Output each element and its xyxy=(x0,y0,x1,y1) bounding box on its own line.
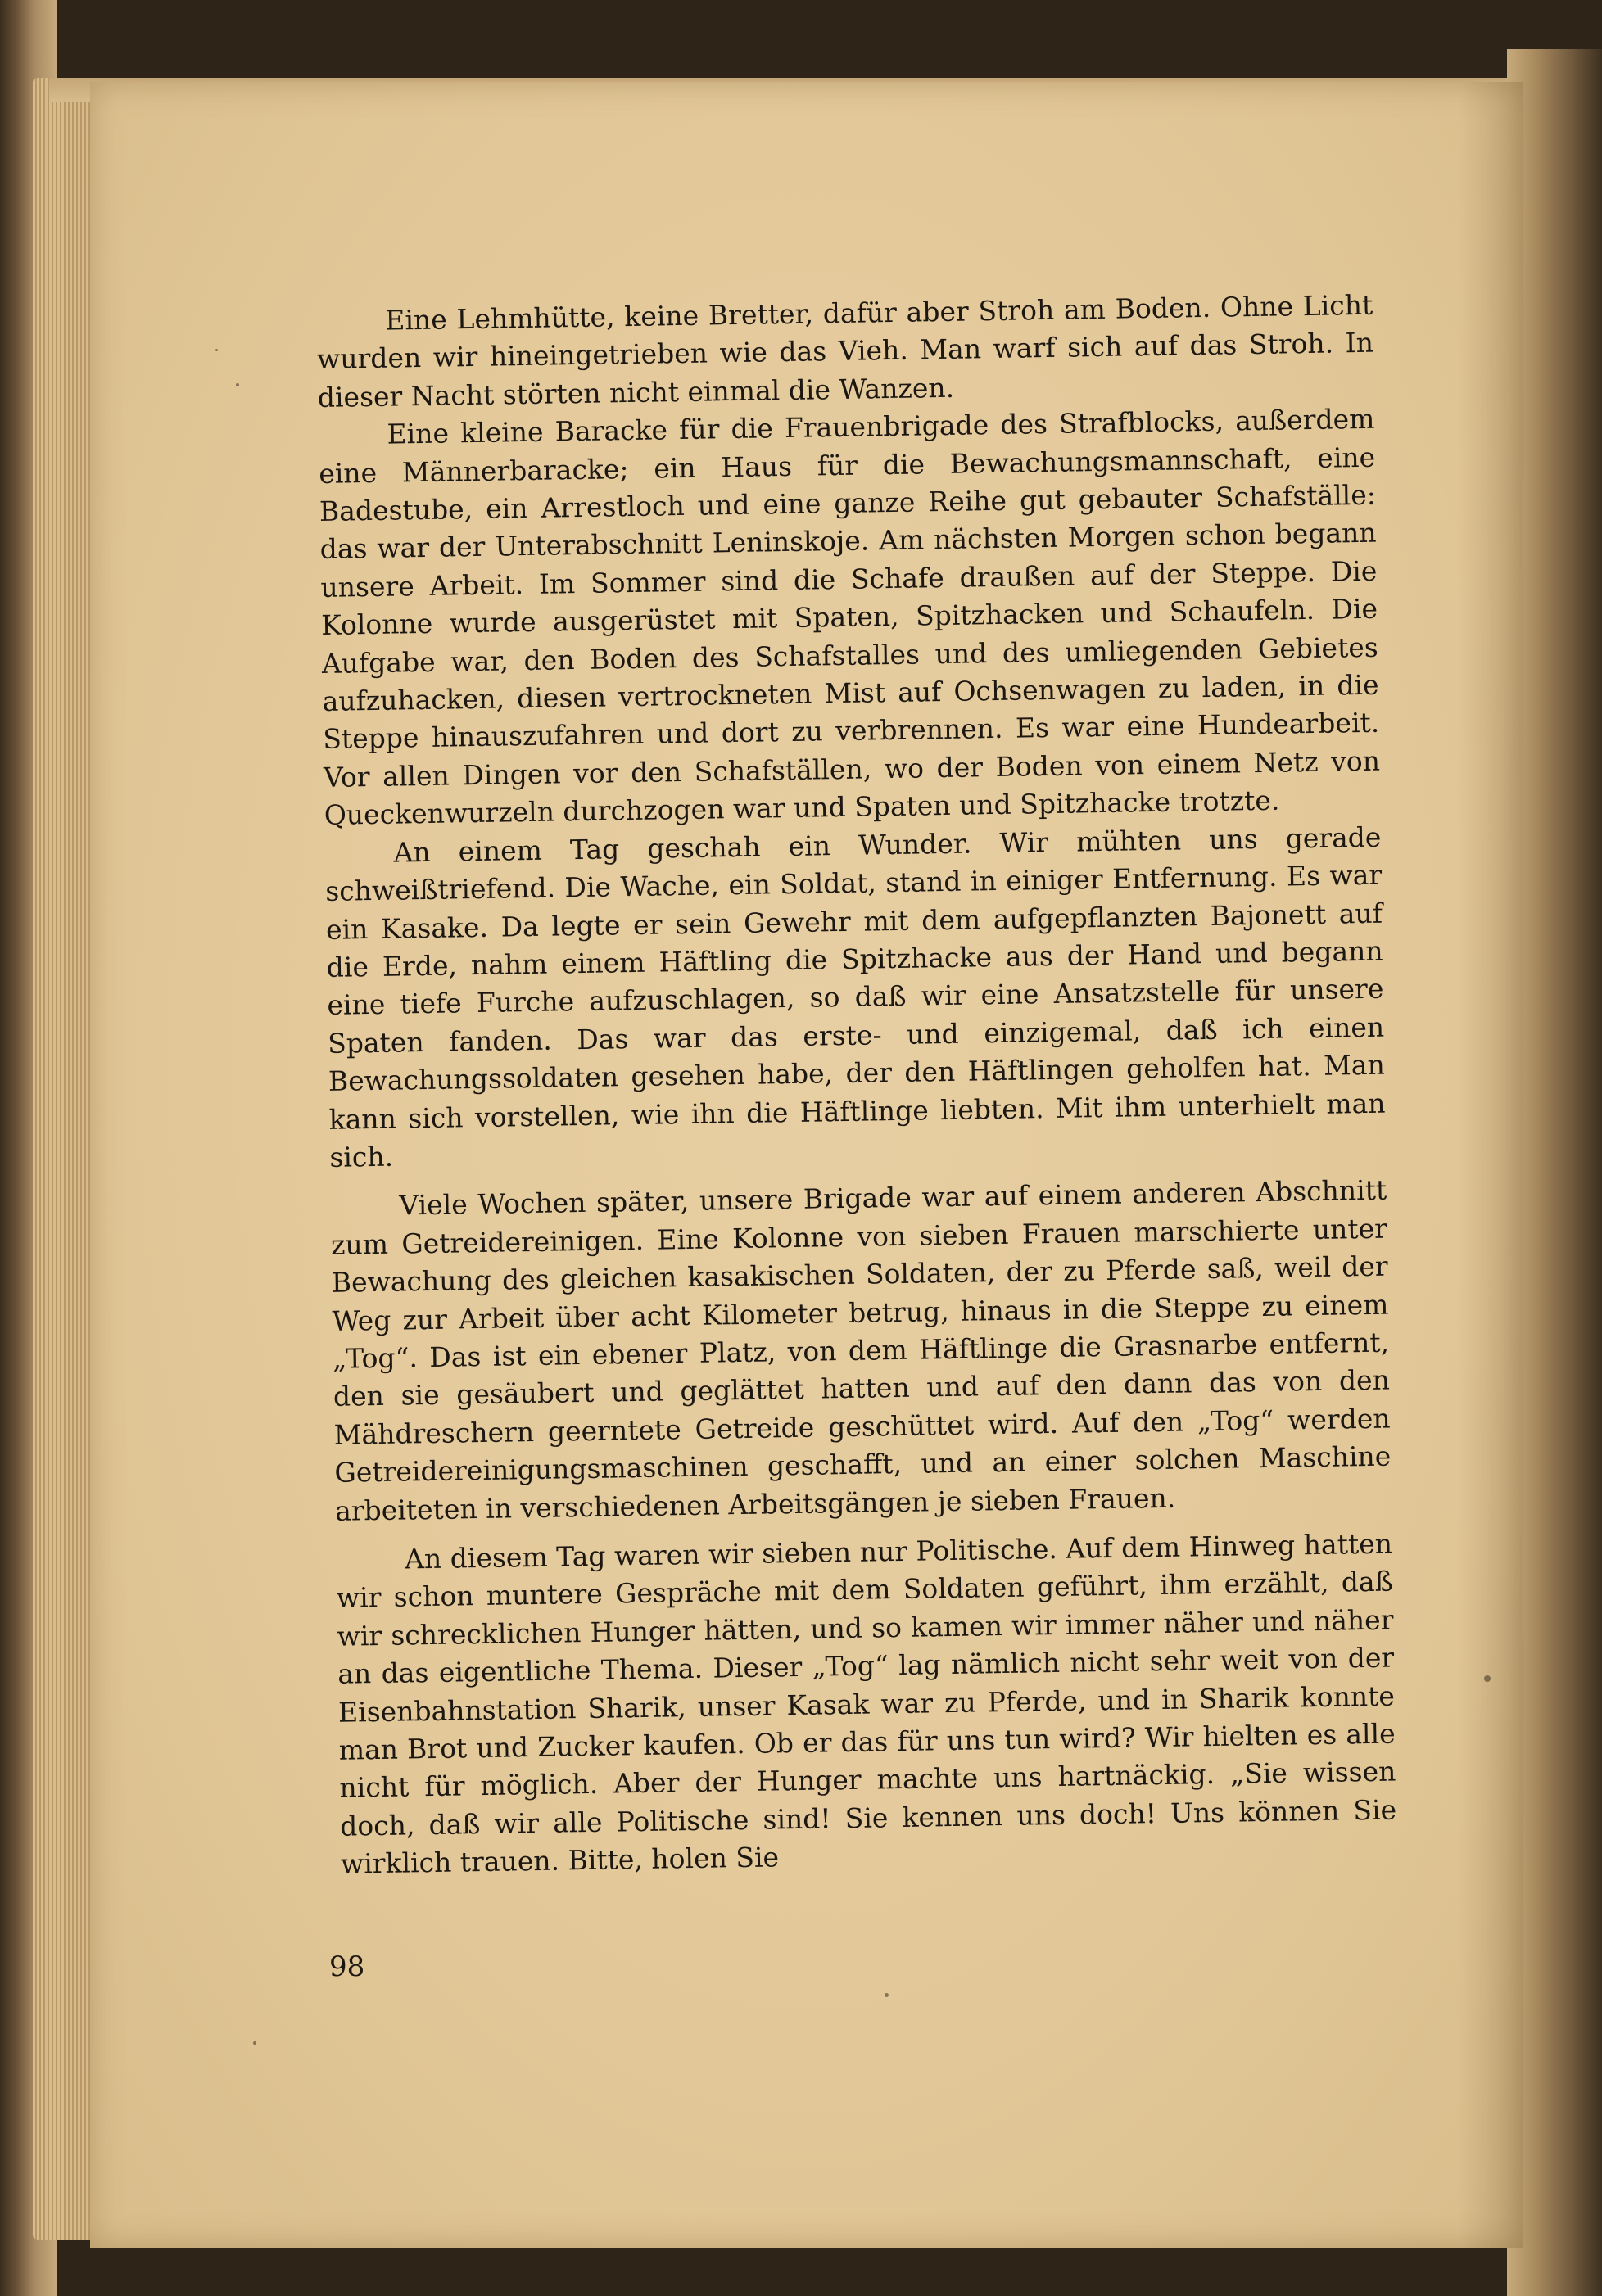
paragraph: Eine kleine Baracke für die Frauenbrigade des Strafblocks, außerdem eine Männerbaracke; ein Haus für die Bewachungsmannschaft, eine Badestube, ein Arrestloch und eine ganze Reihe gut gebauter Schafställe: das war der Unterabschnitt Leninskoje. Am nächsten Morgen schon begann unsere Arbeit. Im Sommer sind die Schafe draußen auf der Steppe. Die Kolonne wurde ausgerüstet mit Spaten, Spitzhacken und Schaufeln. Die Aufgabe war, den Boden des Schafstalles und des umliegenden Gebietes aufzuhacken, diesen vertrockneten Mist auf Ochsenwagen zu laden, in die Steppe hinauszufahren und dort zu verbrennen. Es war eine Hundearbeit. Vor allen Dingen vor den Schafställen, wo der Boden von einem Netz von Queckenwurzeln durchzogen war und Spaten und Spitzhacke trotzte. xyxy=(318,402,1381,832)
paragraph: Viele Wochen später, unsere Brigade war auf einem anderen Abschnitt zum Getreidereinigen. Eine Kolonne von sieben Frauen marschierte unter Bewachung des gleichen kasakischen Soldaten, der zu Pferde saß, weil der Weg zur Arbeit über acht Kilometer betrug, hinaus in die Steppe zu einem „Tog“. Das ist ein ebener Platz, von dem Häftlinge die Grasnarbe entfernt, den sie gesäubert und geglättet hatten und auf den dann das von den Mähdreschern geerntete Getreide geschüttet wird. Auf den „Tog“ werden Getreidereinigungsmaschinen geschafft, und an einer solchen Maschine arbeiteten in verschiedenen Arbeitsgängen je sieben Frauen. xyxy=(330,1173,1392,1527)
paragraph: Eine Lehmhütte, keine Bretter, dafür aber Stroh am Boden. Ohne Licht wurden wir hineingetrieben wie das Vieh. Man warf sich auf das Stroh. In dieser Nacht störten nicht einmal die Wanzen. xyxy=(316,288,1374,414)
gutter-shadow xyxy=(1458,82,1523,2248)
paragraph: An einem Tag geschah ein Wunder. Wir mühten uns gerade schweißtriefend. Die Wache, ein Soldat, stand in einiger Entfernung. Es war ein Kasake. Da legte er sein Gewehr mit dem aufgepflanzten Bajonett auf die Erde, nahm einem Häftling die Spitzhacke aus der Hand und begann eine tiefe Furche aufzuschlagen, so daß wir eine Ansatzstelle für unsere Spaten fanden. Das war das erste- und einzigemal, daß ich einen Bewachungssoldaten gesehen habe, der den Häftlingen geholfen hat. Man kann sich vorstellen, wie ihn die Häftlinge liebten. Mit ihm unterhielt man sich. xyxy=(324,820,1386,1173)
paper-speck xyxy=(236,383,239,386)
paper-speck xyxy=(885,1993,889,1997)
body-text xyxy=(316,287,1397,1884)
page-number: 98 xyxy=(329,1950,365,1983)
paper-speck xyxy=(253,2041,256,2045)
paragraph: An diesem Tag waren wir sieben nur Politische. Auf dem Hinweg hatten wir schon muntere Gespräche mit dem Soldaten geführt, ihm erzählt, daß wir schrecklichen Hunger hätten, und so kamen wir immer näher und näher an das eigentliche Thema. Dieser „Tog“ lag nämlich nicht sehr weit von der Eisenbahnstation Sharik, unser Kasak war zu Pferde, und in Sharik konnte man Brot und Zucker kaufen. Ob er das für uns tun wird? Wir hielten es alle nicht für möglich. Aber der Hunger machte uns hartnäckig. „Sie wissen doch, daß wir alle Politische sind! Sie kennen uns doch! Uns können Sie wirklich trauen. Bitte, holen Sie xyxy=(336,1527,1397,1881)
paper-speck xyxy=(1484,1675,1491,1682)
paper-speck xyxy=(215,349,218,351)
